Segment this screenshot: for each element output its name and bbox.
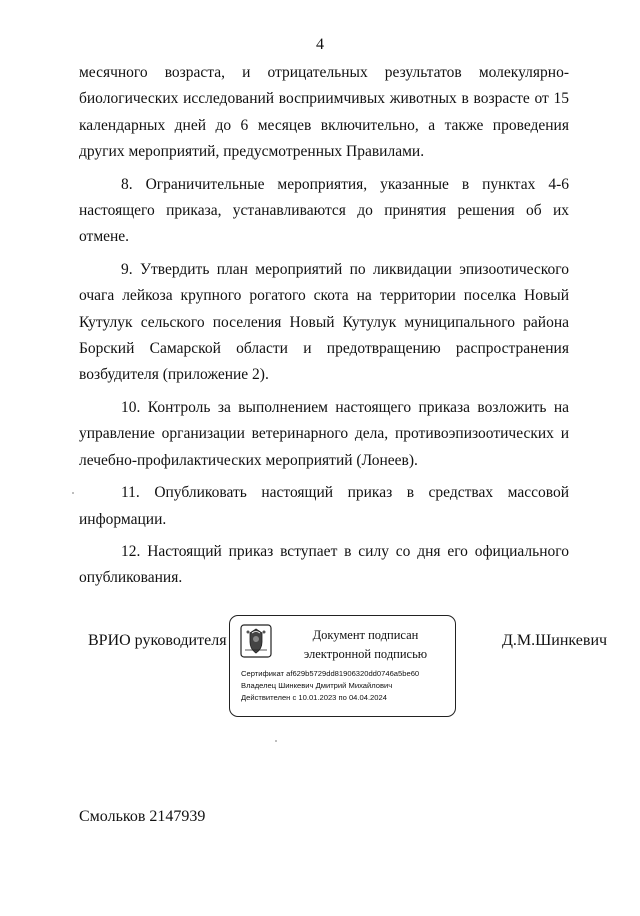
paragraph-9: 9. Утвердить план мероприятий по ликвидации эпизоотического очага лейкоза крупного рогатого скота на территории поселка Новый Кутулук сельского поселения Новый Кутулук муниципального района Борский Самарской области и предотвращению распространения возбудителя (приложение 2). [79, 260, 569, 384]
paragraph-continuation: месячного возраста, и отрицательных результатов молекулярно-биологических исследований восприимчивых животных в возрасте от 15 календарных дней до 6 месяцев включительно, а также проведения других мероприятий, предусмотренных Правилами. [79, 64, 569, 161]
paragraph-12: 12. Настоящий приказ вступает в силу со дня его официального опубликования. [79, 542, 569, 587]
executor-footer: Смольков 2147939 [79, 808, 206, 825]
scan-speck [72, 492, 74, 494]
electronic-signature-stamp [229, 615, 456, 717]
stamp-validity: Действителен с 10.01.2023 по 04.04.2024 [241, 693, 387, 702]
stamp-owner: Владелец Шинкевич Дмитрий Михайлович [241, 681, 393, 690]
stamp-title-line1: Документ подписан [312, 628, 419, 642]
stamp-details [241, 668, 419, 704]
signer-name: Д.М.Шинкевич [502, 632, 608, 649]
coat-of-arms-icon [240, 624, 272, 658]
document-body [79, 60, 569, 592]
paragraph-8: 8. Ограничительные мероприятия, указанные в пунктах 4-6 настоящего приказа, устанавливаются до принятия решения об их отмене. [79, 175, 569, 246]
scan-speck [275, 740, 277, 742]
stamp-title-line2: электронной подписью [303, 647, 428, 661]
signer-role: ВРИО руководителя [88, 632, 227, 649]
paragraph-10: 10. Контроль за выполнением настоящего приказа возложить на управление организации ветеринарного дела, противоэпизоотических и лечебно-профилактических мероприятий (Лонеев). [79, 398, 569, 469]
stamp-title [278, 626, 453, 664]
stamp-certificate: Сертификат af629b5729dd81906320dd0746a5be60 [241, 669, 420, 678]
paragraph-11: 11. Опубликовать настоящий приказ в средствах массовой информации. [79, 484, 569, 528]
page-number: 4 [316, 36, 324, 53]
